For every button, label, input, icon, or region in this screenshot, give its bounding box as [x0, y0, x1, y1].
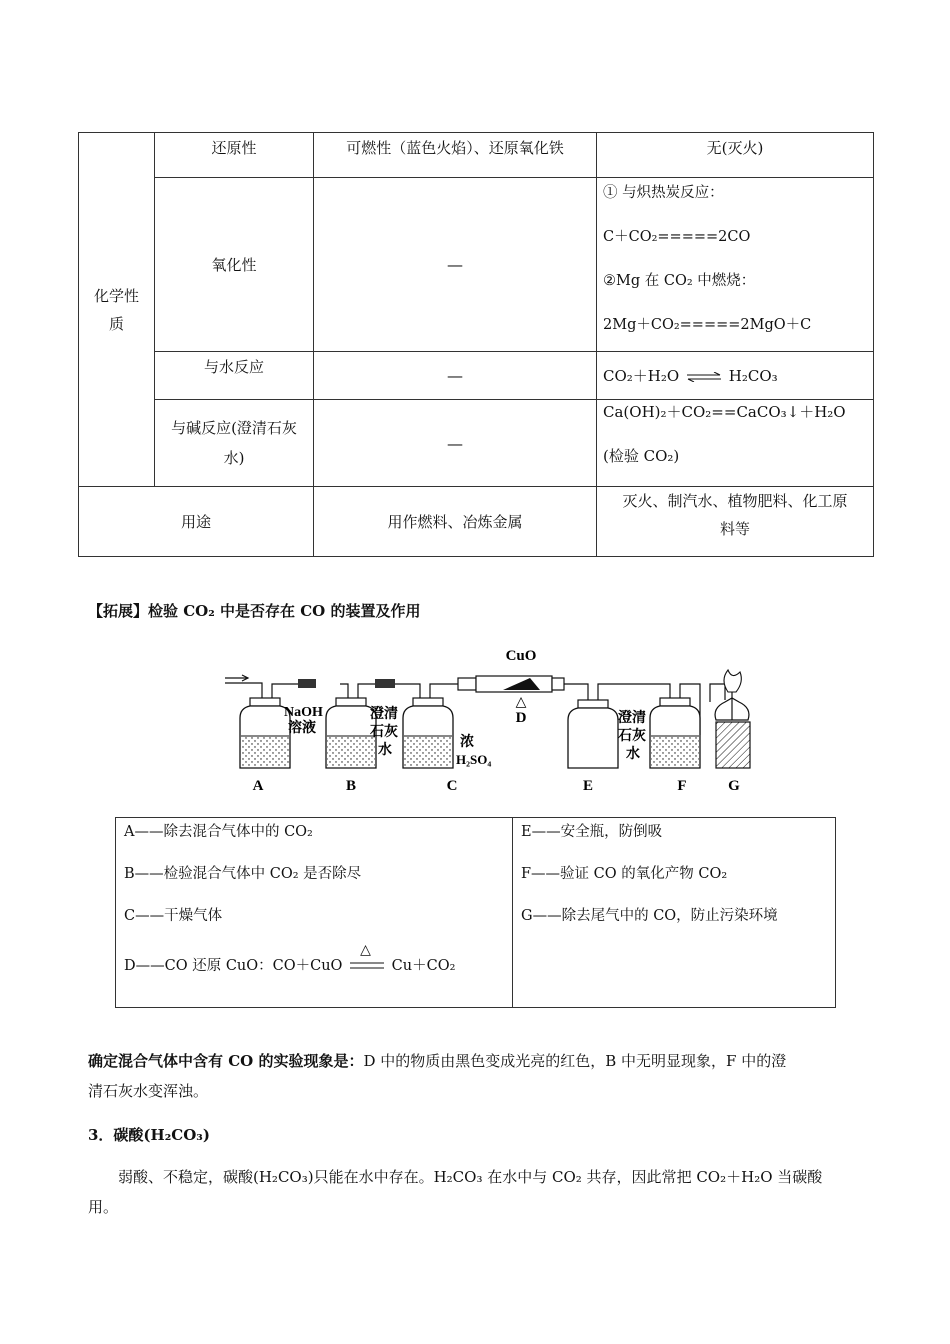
- row-use: [79, 487, 874, 557]
- label-e: E: [582, 778, 594, 794]
- base-line2: (检验 CO₂): [603, 447, 680, 465]
- limewater-b-1: 澄清: [370, 707, 398, 722]
- oxidizing-co2: [597, 178, 874, 352]
- roles-left: [116, 818, 513, 1008]
- role-g: G——除去尾气中的 CO，防止污染环境: [521, 908, 778, 924]
- row-reducing: [79, 133, 874, 178]
- burner-g: [715, 670, 750, 768]
- label-c: C: [446, 778, 458, 794]
- row-water: [79, 352, 874, 400]
- role-a: A——除去混合气体中的 CO₂: [124, 824, 313, 840]
- role-d: [124, 942, 504, 976]
- equals-icon: [350, 960, 384, 972]
- label-line1: 化学性: [93, 286, 139, 305]
- label-g: G: [728, 778, 740, 794]
- conclusion-paragraph: [88, 1046, 868, 1106]
- limewater-b-3: 水: [378, 743, 392, 758]
- water-co: —: [314, 352, 597, 400]
- base-name: [155, 400, 314, 487]
- water-right: H₂CO₃: [728, 367, 778, 385]
- base-name-1: 与碱反应(澄清石灰: [171, 419, 297, 437]
- base-name-2: 水): [223, 449, 245, 467]
- bottle-f: [650, 698, 700, 768]
- label-line2: 质: [108, 314, 124, 333]
- use-line1: 灭火、制汽水、植物肥料、化工原: [622, 492, 848, 510]
- section3-text1: 弱酸、不稳定，碳酸(H₂CO₃)只能在水中存在。H₂CO₃ 在水中与 CO₂ 共存，因此常把 CO₂＋H₂O 当碳酸: [118, 1168, 823, 1186]
- apparatus-diagram: [220, 640, 760, 800]
- base-co: —: [314, 400, 597, 487]
- limewater-f-2: 石灰: [618, 729, 646, 744]
- base-line1: Ca(OH)₂＋CO₂==CaCO₃↓＋H₂O: [603, 403, 846, 421]
- use-name: 用途: [79, 487, 314, 557]
- d-label: D: [515, 710, 527, 726]
- bottle-a: [240, 698, 290, 768]
- ox-line3: ②Mg 在 CO₂ 中燃烧：: [603, 273, 756, 289]
- roles-table: [115, 817, 836, 1008]
- label-a: A: [252, 778, 264, 794]
- use-line2: 料等: [719, 520, 750, 538]
- role-d-left: D——CO 还原 CuO：CO＋CuO: [124, 958, 343, 974]
- h2so4-label-1: 浓: [460, 735, 474, 750]
- ox-line4: 2Mg＋CO₂=====2MgO＋C: [603, 317, 812, 333]
- properties-table: [78, 132, 874, 557]
- reducing-co: 可燃性（蓝色火焰）、还原氧化铁: [314, 133, 597, 178]
- heat-label: △: [515, 695, 527, 710]
- conclusion-text2: 清石灰水变浑浊。: [88, 1082, 209, 1100]
- oxidizing-name: 氧化性: [155, 178, 314, 352]
- oxidizing-co: —: [314, 178, 597, 352]
- role-c: C——干燥气体: [124, 908, 223, 924]
- label-b: B: [345, 778, 357, 794]
- naoh-label-1: NaOH: [284, 705, 323, 720]
- connector: [375, 679, 395, 688]
- use-co2: [597, 487, 874, 557]
- roles-right: [513, 818, 836, 1008]
- tube-d: [458, 676, 564, 692]
- extension-heading: 【拓展】检验 CO₂ 中是否存在 CO 的装置及作用: [88, 602, 421, 620]
- row-oxidizing: [79, 178, 874, 352]
- water-name: 与水反应: [155, 352, 314, 400]
- reducing-name: 还原性: [155, 133, 314, 178]
- equilibrium-arrow-icon: [686, 372, 722, 382]
- section3-title: 3．碳酸(H₂CO₃): [88, 1126, 210, 1144]
- role-d-right: Cu＋CO₂: [391, 958, 456, 974]
- bottle-c: [403, 698, 453, 768]
- role-b: B——检验混合气体中 CO₂ 是否除尽: [124, 866, 362, 882]
- connector: [298, 679, 316, 688]
- base-co2: [597, 400, 874, 487]
- reaction-condition: [350, 942, 384, 972]
- water-co2: [597, 352, 874, 400]
- section3-text2: 用。: [88, 1198, 119, 1216]
- row-base: [79, 400, 874, 487]
- role-e: E——安全瓶，防倒吸: [521, 824, 663, 840]
- use-co: 用作燃料、冶炼金属: [314, 487, 597, 557]
- ox-line2: C＋CO₂=====2CO: [603, 229, 751, 245]
- role-f: F——验证 CO 的氧化产物 CO₂: [521, 866, 728, 882]
- limewater-f-1: 澄清: [618, 711, 646, 726]
- h2so4-label-2: H₂SO₄: [456, 752, 492, 767]
- reducing-co2: 无(灭火): [597, 133, 874, 178]
- bottle-b: [326, 698, 376, 768]
- limewater-f-3: 水: [626, 747, 640, 762]
- conclusion-lead: 确定混合气体中含有 CO 的实验现象是：: [88, 1052, 364, 1070]
- water-left: CO₂＋H₂O: [603, 367, 680, 385]
- naoh-label-2: 溶液: [288, 721, 316, 736]
- heat-symbol: △: [360, 942, 371, 958]
- cuo-label: CuO: [505, 648, 537, 664]
- bottle-e: [568, 700, 618, 768]
- conclusion-text1: D 中的物质由黑色变成光亮的红色，B 中无明显现象，F 中的澄: [363, 1052, 787, 1070]
- chemical-property-label: [79, 133, 155, 487]
- label-f: F: [677, 778, 687, 794]
- limewater-b-2: 石灰: [370, 725, 398, 740]
- ox-line1: ① 与炽热炭反应：: [603, 185, 724, 201]
